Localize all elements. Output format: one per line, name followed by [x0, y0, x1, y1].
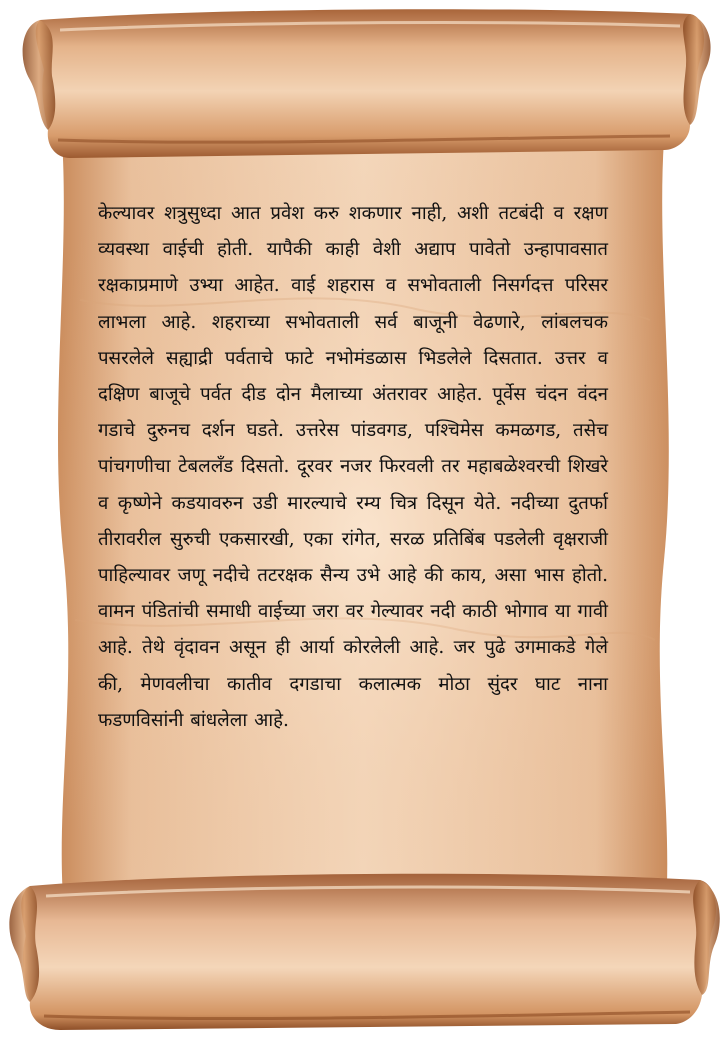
- top-scroll-roll: [23, 9, 711, 158]
- bottom-scroll-roll: [9, 874, 719, 1030]
- document-body-text: केल्यावर शत्रुसुध्दा आत प्रवेश करु शकणार नाही, अशी तटबंदी व रक्षण व्यवस्था वाईची होती. यापैकी काही वेशी अद्याप पावेतो उन्हापावसात रक्षकाप्रमाणे उभ्या आहेत. वाई शहरास व सभोवताली निसर्गदत्त परिसर लाभला आहे. शहराच्या सभोवताली सर्व बाजूनी वेढणारे, लांबलचक पसरलेले सह्याद्री पर्वताचे फाटे नभोमंडळास भिडलेले दिसतात. उत्तर व दक्षिण बाजूचे पर्वत दीड दोन मैलाच्या अंतरावर आहेत. पूर्वेस चंदन वंदन गडाचे दुरुनच दर्शन घडते. उत्तरेस पांडवगड, पश्चिमेस कमळगड, तसेच पांचगणीचा टेबललॅंड दिसतो. दूरवर नजर फिरवली तर महाबळेश्वरची शिखरे व कृष्णेने कडयावरुन उडी मारल्याचे रम्य चित्र दिसून येते. नदीच्या दुतर्फा तीरावरील सुरुची एकसारखी, एका रांगेत, सरळ प्रतिबिंब पडलेली वृक्षराजी पाहिल्यावर जणू नदीचे तटरक्षक सैन्य उभे आहे की काय, असा भास होतो. वामन पंडितांची समाधी वाईच्या जरा वर गेल्यावर नदी काठी भोगाव या गावी आहे. तेथे वृंदावन असून ही आर्या कोरलेली आहे. जर पुढे उगमाकडे गेले की, मेणवलीचा कातीव दगडाचा कलात्मक मोठा सुंदर घाट नाना फडणविसांनी बांधलेला आहे.: [98, 203, 608, 731]
